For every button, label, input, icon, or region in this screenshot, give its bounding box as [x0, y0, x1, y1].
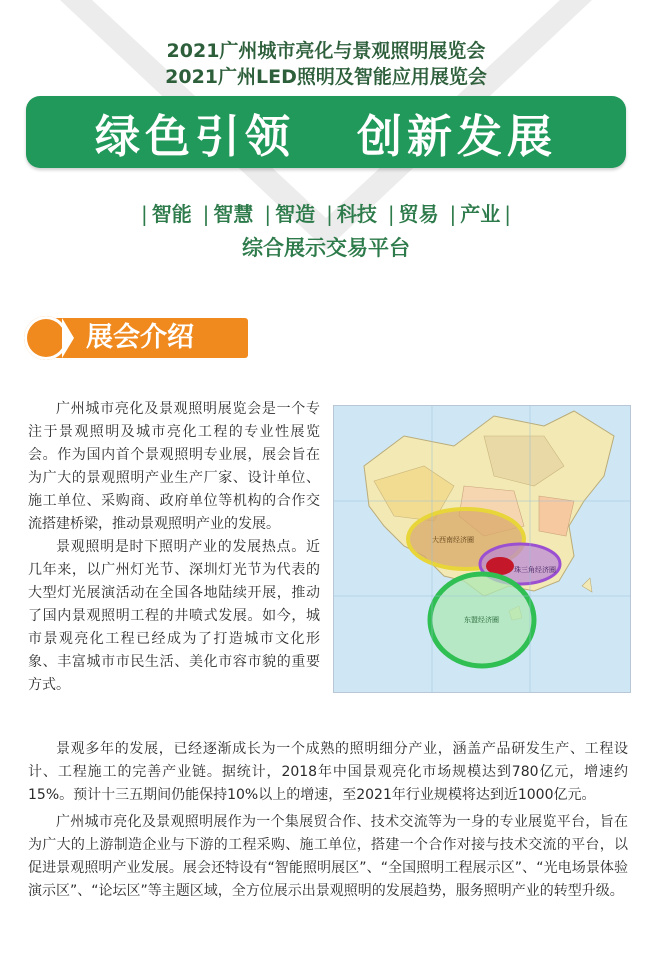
- keyword-row: | 智能 | 智慧 | 智造 | 科技 | 贸易 | 产业 |: [140, 202, 512, 226]
- body-paragraph: 广州城市亮化及景观照明展作为一个集展贸合作、技术交流等为一身的专业展览平台，旨在为广大的上游制造企业与下游的工程采购、施工单位，搭建一个合作对接与技术交流的平台，以促进景观照明产业发展。展会还特设有“智能照明展区”、“全国照明工程展示区”、“光电场景体验演示区”、“论坛区”等主题区域，全方位展示出景观照明的发展趋势，服务照明产业的转型升级。: [28, 814, 628, 899]
- slogan-right: 创新发展: [357, 109, 558, 163]
- slogan-left: 绿色引领: [94, 109, 295, 163]
- chevron-right-icon: [62, 318, 74, 358]
- keyword: 智能: [151, 202, 192, 226]
- platform-subtitle: 综合展示交易平台: [242, 236, 410, 260]
- map-label: 大西南经济圈: [432, 536, 474, 544]
- body-paragraph: 景观多年的发展，已经逐渐成长为一个成熟的照明细分产业，涵盖产品研发生产、工程设计、工程施工的完善产业链。据统计，2018年中国景观亮化市场规模达到780亿元，增速约15%。预计十三五期间仍能保持10%以上的增速，至2021年行业规模将达到近1000亿元。: [28, 741, 628, 803]
- keyword: 智造: [275, 202, 316, 226]
- map-label: 珠三角经济圈: [514, 566, 556, 574]
- full-text-block: [28, 738, 628, 903]
- china-region-map: [333, 405, 631, 693]
- map-label: 东盟经济圈: [464, 616, 499, 624]
- exhibition-title-1: 2021广州城市亮化与景观照明展览会: [166, 40, 486, 62]
- slogan-gap: [295, 106, 357, 159]
- map-illustration: [334, 406, 630, 692]
- keyword: 产业: [460, 202, 501, 226]
- intro-paragraph: 景观照明是时下照明产业的发展热点。近几年来，以广州灯光节、深圳灯光节为代表的大型灯光展演活动在全国各地陆续开展，推动了国内景观照明工程的井喷式发展。如今，城市景观亮化工程已经成为了打造城市文化形象、丰富城市市民生活、美化市容市貌的重要方式。: [28, 539, 320, 693]
- intro-text-column: [28, 398, 320, 697]
- keyword: 科技: [336, 202, 377, 226]
- keyword: 贸易: [398, 202, 439, 226]
- exhibition-title-2: 2021广州LED照明及智能应用展览会: [165, 66, 487, 88]
- slogan-banner: [26, 96, 626, 168]
- section-title: 展会介绍: [86, 322, 194, 353]
- keyword: 智慧: [213, 202, 254, 226]
- intro-paragraph: 广州城市亮化及景观照明展览会是一个专注于景观照明及城市亮化工程的专业性展览会。作为国内首个景观照明专业展，展会旨在为广大的景观照明产业生产厂家、设计单位、施工单位、采购商、政府单位等机构的合作交流搭建桥梁，推动景观照明产业的发展。: [28, 401, 320, 532]
